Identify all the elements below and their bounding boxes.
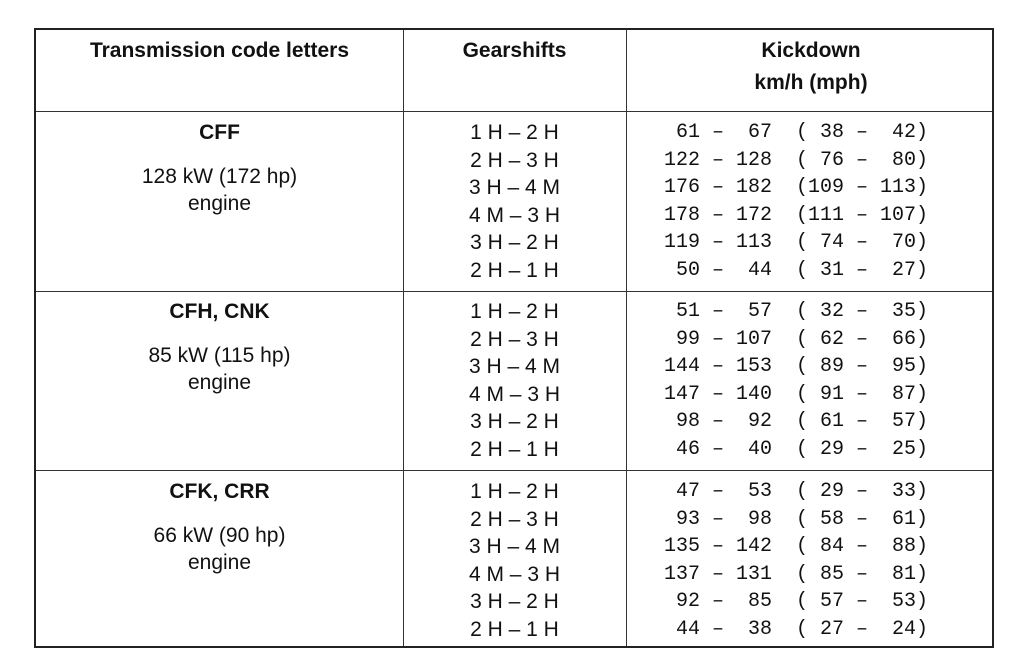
group-divider — [36, 291, 992, 292]
kickdown-value: 119 – 113 ( 74 – 70) — [664, 231, 929, 254]
kickdown-value: 137 – 131 ( 85 – 81) — [664, 562, 929, 586]
engine-power: 85 kW (115 hp) — [148, 344, 291, 367]
transmission-code: CFK, CRR — [169, 480, 270, 503]
gearshift-value: 4 M – 3 H — [468, 382, 561, 406]
gearshift-value: 2 H – 3 H — [470, 507, 559, 531]
transmission-code-cell — [36, 114, 403, 217]
transmission-code: CFF — [199, 121, 240, 144]
header-gearshifts-label: Gearshifts — [462, 39, 567, 62]
kickdown-value: 135 – 142 ( 84 – 88) — [664, 535, 929, 558]
gearshift-value: 3 H – 4 M — [468, 535, 561, 558]
gearshift-value: 2 H – 1 H — [470, 437, 559, 461]
kickdown-value: 178 – 172 (111 – 107) — [664, 203, 929, 227]
kickdown-value: 93 – 98 ( 58 – 61) — [664, 507, 929, 531]
gearshift-value: 1 H – 2 H — [470, 121, 559, 144]
gearshift-value: 2 H – 3 H — [470, 148, 559, 172]
kickdown-value: 99 – 107 ( 62 – 66) — [664, 327, 929, 351]
gearshift-value: 3 H – 4 M — [468, 355, 561, 378]
kickdown-value: 98 – 92 ( 61 – 57) — [664, 410, 929, 433]
kickdown-value: 147 – 140 ( 91 – 87) — [664, 382, 929, 406]
header-code-cell — [36, 30, 403, 67]
gearshift-value: 4 M – 3 H — [468, 562, 561, 586]
engine-label: engine — [187, 371, 252, 394]
kickdown-cell — [626, 478, 996, 643]
kickdown-value: 51 – 57 ( 32 – 35) — [664, 300, 929, 323]
header-kickdown-label: Kickdown — [761, 39, 861, 62]
table-row-group — [36, 293, 992, 471]
gearshifts-cell — [403, 298, 626, 463]
gearshift-value: 2 H – 1 H — [470, 617, 559, 641]
gearshift-value: 2 H – 3 H — [470, 327, 559, 351]
gearshift-value: 4 M – 3 H — [468, 203, 561, 227]
kickdown-value: 122 – 128 ( 76 – 80) — [664, 148, 929, 172]
kickdown-value: 46 – 40 ( 29 – 25) — [664, 437, 929, 461]
gearshift-value: 3 H – 4 M — [468, 176, 561, 199]
kickdown-value: 144 – 153 ( 89 – 95) — [664, 355, 929, 378]
engine-power: 66 kW (90 hp) — [153, 524, 286, 547]
table-header — [36, 30, 992, 111]
header-code-label: Transmission code letters — [89, 39, 350, 62]
transmission-code-cell — [36, 293, 403, 396]
kickdown-value: 61 – 67 ( 38 – 42) — [664, 121, 929, 144]
kickdown-value: 176 – 182 (109 – 113) — [664, 176, 929, 199]
header-divider — [36, 111, 992, 112]
gearshifts-cell — [403, 478, 626, 643]
gearshifts-cell — [403, 119, 626, 284]
kickdown-table — [34, 28, 994, 648]
gearshift-value: 1 H – 2 H — [470, 480, 559, 503]
kickdown-value: 92 – 85 ( 57 – 53) — [664, 590, 929, 613]
transmission-code-cell — [36, 473, 403, 576]
engine-label: engine — [187, 551, 252, 574]
header-kickdown-cell — [626, 30, 996, 99]
header-gearshifts-cell — [403, 30, 626, 67]
gearshift-value: 3 H – 2 H — [470, 590, 559, 613]
group-divider — [36, 470, 992, 471]
kickdown-value: 47 – 53 ( 29 – 33) — [664, 480, 929, 503]
table-row-group — [36, 114, 992, 292]
kickdown-cell — [626, 298, 996, 463]
gearshift-value: 3 H – 2 H — [470, 410, 559, 433]
gearshift-value: 1 H – 2 H — [470, 300, 559, 323]
kickdown-value: 50 – 44 ( 31 – 27) — [664, 258, 929, 282]
gearshift-value: 2 H – 1 H — [470, 258, 559, 282]
transmission-code: CFH, CNK — [169, 300, 270, 323]
engine-label: engine — [187, 192, 252, 215]
table-row-group — [36, 473, 992, 651]
kickdown-value: 44 – 38 ( 27 – 24) — [664, 617, 929, 641]
kickdown-cell — [626, 119, 996, 284]
engine-power: 128 kW (172 hp) — [141, 165, 298, 188]
gearshift-value: 3 H – 2 H — [470, 231, 559, 254]
header-kickdown-unit: km/h (mph) — [754, 71, 868, 94]
